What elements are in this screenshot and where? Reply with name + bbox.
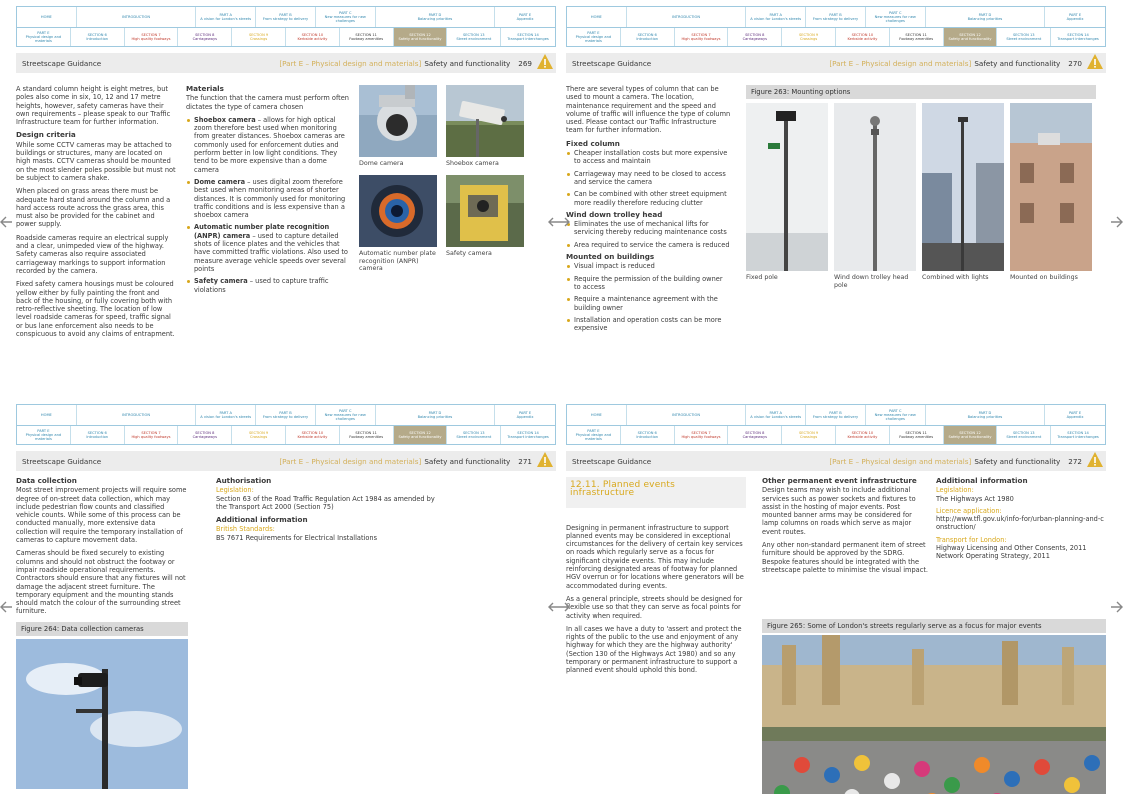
previous-page-arrow-icon[interactable] bbox=[0, 598, 14, 616]
nav-section-7[interactable]: SECTION 7 High quality footways bbox=[675, 426, 729, 444]
nav-home[interactable]: HOME bbox=[17, 405, 77, 425]
brand-title: Streetscape Guidance bbox=[22, 58, 102, 68]
nav-home[interactable]: HOME bbox=[567, 7, 627, 27]
nav-home[interactable]: HOME bbox=[17, 7, 77, 27]
nav-row-sections bbox=[16, 28, 556, 47]
breadcrumb: [Part E – Physical design and materials] bbox=[829, 58, 972, 68]
brand-title: Streetscape Guidance bbox=[572, 58, 652, 68]
nav-section-12[interactable]: SECTION 12 Safety and functionality bbox=[944, 426, 998, 444]
column-left bbox=[566, 477, 746, 680]
column-left bbox=[566, 85, 731, 336]
nav-section-8[interactable]: SECTION 8 Carriageways bbox=[178, 28, 232, 46]
nav-row-sections bbox=[16, 426, 556, 445]
nav-section-11[interactable]: SECTION 11 Footway amenities bbox=[890, 28, 944, 46]
heading-materials: Materials bbox=[186, 84, 224, 93]
figure-263 bbox=[746, 85, 1096, 289]
breadcrumb: [Part E – Physical design and materials] bbox=[829, 456, 972, 466]
safety-camera-photo bbox=[446, 175, 524, 247]
column-middle bbox=[762, 477, 930, 579]
list-item: Cheaper installation costs but more expensive to access and maintain bbox=[566, 149, 731, 166]
list-item: Installation and operation costs can be more expensive bbox=[566, 316, 731, 333]
page-header bbox=[16, 451, 556, 471]
nav-part-c[interactable]: PART C New measures for new challenges bbox=[316, 405, 376, 425]
figure-images bbox=[746, 103, 1096, 289]
section-heading: 12.11. Planned events infrastructure bbox=[570, 480, 675, 499]
nav-part-c[interactable]: PART C New measures for new challenges bbox=[866, 7, 926, 27]
nav-section-7[interactable]: SECTION 7 High quality footways bbox=[125, 28, 179, 46]
nav-part-a[interactable]: PART A A vision for London's streets bbox=[196, 405, 256, 425]
nav-row-parts bbox=[566, 6, 1106, 28]
term: Shoebox camera bbox=[194, 115, 256, 124]
nav-introduction[interactable]: INTRODUCTION bbox=[77, 7, 197, 27]
brand-title: Streetscape Guidance bbox=[22, 456, 102, 466]
british-standards-label: British Standards: bbox=[216, 525, 275, 534]
figure-item bbox=[922, 103, 1004, 289]
caption: Mounted on buildings bbox=[1010, 274, 1078, 282]
nav-section-10[interactable]: SECTION 10 Kerbside activity bbox=[836, 426, 890, 444]
figure-265 bbox=[762, 619, 1106, 794]
data-collection-camera-photo bbox=[16, 639, 188, 789]
previous-page-arrow-icon[interactable] bbox=[0, 213, 14, 231]
fixed-pole-photo bbox=[746, 103, 828, 271]
list-item: Area required to service the camera is reduced bbox=[566, 241, 731, 249]
nav-row-parts bbox=[16, 404, 556, 426]
figure-safety-camera bbox=[446, 175, 524, 258]
column-left bbox=[16, 477, 188, 789]
figure-title: Figure 265: Some of London's streets regularly serve as a focus for major events bbox=[762, 619, 1106, 633]
buildings-list bbox=[566, 262, 731, 332]
section-title: Safety and functionality bbox=[424, 456, 511, 466]
nav-home[interactable]: HOME bbox=[567, 405, 627, 425]
nav-section-11[interactable]: SECTION 11 Footway amenities bbox=[890, 426, 944, 444]
definition: – uses digital zoom therefore best used when monitoring areas of shorter distances. It is commonly used for monitoring traffic conditions and is less expensive than a shoebox camera bbox=[194, 177, 346, 220]
nav-section-9[interactable]: SECTION 9 Crossings bbox=[232, 426, 286, 444]
column-right bbox=[936, 477, 1106, 561]
nav-part-b[interactable]: PART B From strategy to delivery bbox=[256, 7, 316, 27]
page-270 bbox=[566, 6, 1106, 396]
paragraph: Designing in permanent infrastructure to support planned events may be considered in exceptional circumstances for the delivery of certain key services on roads which regularly serve as a focus for significant citywide events. This may include reinforcing designated areas of footway for planned HGV overrun or for locations where generators will be accommodated during events. bbox=[566, 523, 744, 590]
caption: Shoebox camera bbox=[446, 160, 499, 167]
figure-anpr-camera bbox=[359, 175, 441, 273]
column-materials bbox=[186, 85, 351, 298]
paragraph: A standard column height is eight metres, but poles also come in six, 10, 12 and 17 metre heights, however, safety cameras have their own requirements – please speak to our Traffic Infrastructure team for further information. bbox=[16, 85, 171, 127]
next-page-arrow-icon[interactable] bbox=[1109, 213, 1123, 231]
paragraph: While some CCTV cameras may be attached to buildings or structures, many are located on high masts. CCTV cameras should be mounted on the most slender poles possible but must not be subject to camera shake. bbox=[16, 140, 176, 182]
paragraph: There are several types of column that can be used to mount a camera. The location, maintenance requirement and the speed and volume of traffic will influence the type of column used. Please contact our Traffic Infrastructure team for further information. bbox=[566, 85, 731, 135]
nav-section-10[interactable]: SECTION 10 Kerbside activity bbox=[836, 28, 890, 46]
paragraph: In all cases we have a duty to 'assert and protect the rights of the public to the use and enjoyment of any highway for which they are the highway authority' (Section 130 of the Highways Act 1980) and so any temporary or permanent infrastructure to support a planned event should uphold this bond. bbox=[566, 624, 742, 675]
page-header bbox=[566, 451, 1106, 471]
heading-wind-down: Wind down trolley head bbox=[566, 209, 663, 219]
nav-part-e-physical[interactable]: PART E Physical design and materials bbox=[17, 28, 71, 46]
page-number: 271 bbox=[518, 456, 532, 466]
nav-section-14[interactable]: SECTION 14 Transport interchanges bbox=[507, 430, 549, 439]
figure-title: Figure 263: Mounting options bbox=[746, 85, 1096, 99]
nav-section-14[interactable]: SECTION 14 Transport interchanges bbox=[1057, 430, 1099, 439]
figure-shoebox-camera bbox=[446, 85, 524, 168]
nav-section-14[interactable]: SECTION 14 Transport interchanges bbox=[507, 32, 549, 41]
heading-other-infrastructure: Other permanent event infrastructure bbox=[762, 476, 917, 485]
paragraph: Roadside cameras require an electrical supply and a clear, unimpeded view of the highway. Safety cameras also require associated carriageway markings to support information recorded by the camera. bbox=[16, 233, 169, 275]
warning-triangle-icon bbox=[1086, 451, 1104, 469]
nav-introduction[interactable]: INTRODUCTION bbox=[627, 405, 747, 425]
page-number: 270 bbox=[1068, 58, 1082, 68]
nav-row-sections bbox=[566, 28, 1106, 47]
breadcrumb: [Part E – Physical design and materials] bbox=[279, 58, 422, 68]
nav-section-12[interactable]: SECTION 12 Safety and functionality bbox=[944, 28, 998, 46]
nav-section-11[interactable]: SECTION 11 Footway amenities bbox=[340, 28, 394, 46]
figure-title: Figure 264: Data collection cameras bbox=[16, 622, 188, 636]
nav-part-b[interactable]: PART B From strategy to delivery bbox=[806, 405, 866, 425]
page-split-arrows-icon[interactable] bbox=[548, 598, 570, 616]
list-item: Can be combined with other street equipment more readily therefore reducing clutter bbox=[566, 190, 731, 207]
nav-part-b[interactable]: PART B From strategy to delivery bbox=[256, 405, 316, 425]
nav-section-9[interactable]: SECTION 9 Crossings bbox=[232, 28, 286, 46]
legislation-label: Legislation: bbox=[216, 486, 254, 495]
legislation-text: The Highways Act 1980 bbox=[936, 494, 1014, 503]
column-left bbox=[16, 85, 176, 343]
nav-part-e[interactable]: PART E Appendix bbox=[1066, 12, 1084, 21]
nav-row-sections bbox=[566, 426, 1106, 445]
figure-item bbox=[746, 103, 828, 289]
paragraph: Cameras should be fixed securely to existing columns and should not obstruct the footway or impair roadside operational requirements. Contractors should ensure that any fixtures will not damage the adjacent street furniture. The temporary equipment and the mounting stands should match the colour of the surrounding street furniture. bbox=[16, 549, 186, 616]
page-number: 269 bbox=[518, 58, 532, 68]
section-title: Safety and functionality bbox=[974, 456, 1061, 466]
term: Safety camera bbox=[194, 277, 248, 286]
nav-row-parts bbox=[16, 6, 556, 28]
nav-part-d[interactable]: PART D Balancing priorities bbox=[926, 7, 1046, 27]
nav-section-7[interactable]: SECTION 7 High quality footways bbox=[125, 426, 179, 444]
paragraph: The function that the camera must perform often dictates the type of camera chosen bbox=[186, 94, 349, 111]
nav-part-e-physical[interactable]: PART E Physical design and materials bbox=[567, 28, 621, 46]
licence-link[interactable]: http://www.tfl.gov.uk/info-for/urban-planning-and-construction/ bbox=[936, 515, 1104, 532]
major-event-photo bbox=[762, 635, 1106, 794]
warning-triangle-icon bbox=[1086, 53, 1104, 71]
nav-section-13[interactable]: SECTION 13 Street environment bbox=[447, 426, 501, 444]
list-item: Eliminates the use of mechanical lifts for servicing thereby reducing maintenance costs bbox=[566, 220, 731, 237]
page-body bbox=[16, 85, 556, 396]
caption: Automatic number plate recognition (ANPR) camera bbox=[359, 250, 436, 273]
list-item bbox=[186, 277, 351, 294]
paragraph: Fixed safety camera housings must be coloured yellow either by fully painting the front and back of the housing, or fully covering both with retro-reflective sheeting. The location of low level roadside cameras for speed, traffic signal or bus lane enforcement also needs to be conspicuous to avoid any claims of entrapment. bbox=[16, 280, 175, 339]
nav-part-d[interactable]: PART D Balancing priorities bbox=[376, 7, 496, 27]
paragraph: As a general principle, streets should be designed for flexible use so that they can serve as focal points for activity when required. bbox=[566, 594, 743, 620]
definition: – allows for high optical zoom therefore best used when monitoring from greater distances. Shoebox cameras are commonly used for enforcement duties and perform better in low light conditions. They tend to be more expensive than a dome camera bbox=[194, 115, 345, 174]
nav-section-6[interactable]: SECTION 6 Introduction bbox=[621, 28, 675, 46]
nav-part-e[interactable]: PART E Appendix bbox=[1066, 410, 1084, 419]
nav-section-13[interactable]: SECTION 13 Street environment bbox=[997, 28, 1051, 46]
figure-item bbox=[1010, 103, 1092, 289]
term: Automatic number plate recognition (ANPR) camera bbox=[194, 223, 330, 240]
nav-section-13[interactable]: SECTION 13 Street environment bbox=[997, 426, 1051, 444]
licence-label: Licence application: bbox=[936, 506, 1002, 515]
british-standards-text: BS 7671 Requirements for Electrical Installations bbox=[216, 533, 378, 542]
nav-section-6[interactable]: SECTION 6 Introduction bbox=[71, 426, 125, 444]
tfl-label: Transport for London: bbox=[936, 535, 1007, 544]
shoebox-camera-photo bbox=[446, 85, 524, 157]
wind-down-list bbox=[566, 220, 731, 249]
camera-types-list bbox=[186, 116, 351, 294]
figure-item bbox=[834, 103, 916, 289]
list-item bbox=[186, 223, 351, 273]
heading-fixed-column: Fixed column bbox=[566, 138, 620, 148]
section-title: Safety and functionality bbox=[974, 58, 1061, 68]
anpr-camera-photo bbox=[359, 175, 437, 247]
caption: Wind down trolley head pole bbox=[834, 274, 909, 289]
caption: Dome camera bbox=[359, 160, 404, 167]
dome-camera-photo bbox=[359, 85, 437, 157]
nav-part-a[interactable]: PART A A vision for London's streets bbox=[196, 7, 256, 27]
page-272 bbox=[566, 404, 1106, 794]
page-header bbox=[566, 53, 1106, 73]
definition: – used to capture traffic violations bbox=[194, 277, 329, 294]
page-number: 272 bbox=[1068, 456, 1082, 466]
page-271 bbox=[16, 404, 556, 794]
list-item bbox=[186, 116, 351, 174]
nav-part-e-physical[interactable]: PART E Physical design and materials bbox=[567, 426, 621, 444]
nav-section-6[interactable]: SECTION 6 Introduction bbox=[71, 28, 125, 46]
warning-triangle-icon bbox=[536, 451, 554, 469]
nav-section-11[interactable]: SECTION 11 Footway amenities bbox=[340, 426, 394, 444]
nav-section-14[interactable]: SECTION 14 Transport interchanges bbox=[1057, 32, 1099, 41]
legislation-text: Section 63 of the Road Traffic Regulation Act 1984 as amended by the Transport Act 2000 (Section 75) bbox=[216, 494, 435, 511]
page-header bbox=[16, 53, 556, 73]
fixed-column-list bbox=[566, 149, 731, 207]
breadcrumb: [Part E – Physical design and materials] bbox=[279, 456, 422, 466]
list-item bbox=[186, 178, 351, 219]
nav-part-c[interactable]: PART C New measures for new challenges bbox=[866, 405, 926, 425]
nav-row-parts bbox=[566, 404, 1106, 426]
nav-part-d[interactable]: PART D Balancing priorities bbox=[376, 405, 496, 425]
heading-additional-info: Additional information bbox=[216, 515, 308, 525]
page-body bbox=[566, 477, 1106, 794]
nav-section-10[interactable]: SECTION 10 Kerbside activity bbox=[286, 28, 340, 46]
nav-section-9[interactable]: SECTION 9 Crossings bbox=[782, 28, 836, 46]
legislation-label: Legislation: bbox=[936, 486, 974, 495]
heading-additional-info: Additional information bbox=[936, 476, 1028, 485]
nav-section-13[interactable]: SECTION 13 Street environment bbox=[447, 28, 501, 46]
wind-down-pole-photo bbox=[834, 103, 916, 271]
nav-section-10[interactable]: SECTION 10 Kerbside activity bbox=[286, 426, 340, 444]
tfl-text-2: Network Operating Strategy, 2011 bbox=[936, 552, 1050, 561]
definition: – used to capture detailed shots of licence plates and the vehicles that have committed traffic violations. Also used to measure average vehicle speeds over several points bbox=[194, 231, 348, 273]
heading-design-criteria: Design criteria bbox=[16, 130, 76, 140]
tfl-text-1: Highway Licensing and Other Consents, 2011 bbox=[936, 544, 1087, 553]
combined-lights-photo bbox=[922, 103, 1004, 271]
heading-data-collection: Data collection bbox=[16, 476, 77, 485]
nav-section-9[interactable]: SECTION 9 Crossings bbox=[782, 426, 836, 444]
list-item: Visual impact is reduced bbox=[566, 262, 731, 270]
list-item: Require a maintenance agreement with the building owner bbox=[566, 295, 731, 312]
nav-section-12[interactable]: SECTION 12 Safety and functionality bbox=[394, 426, 448, 444]
warning-triangle-icon bbox=[536, 53, 554, 71]
next-page-arrow-icon[interactable] bbox=[1109, 598, 1123, 616]
paragraph: When placed on grass areas there must be adequate hard stand around the column and a hard access route across the grass area, this must also be provided for the cabinet and power supply. bbox=[16, 187, 171, 229]
nav-part-c[interactable]: PART C New measures for new challenges bbox=[316, 7, 376, 27]
nav-section-6[interactable]: SECTION 6 Introduction bbox=[621, 426, 675, 444]
caption: Safety camera bbox=[446, 250, 492, 257]
section-title: Safety and functionality bbox=[424, 58, 511, 68]
nav-part-e[interactable]: PART E Appendix bbox=[516, 12, 534, 21]
figure-dome-camera bbox=[359, 85, 437, 168]
list-item: Require the permission of the building owner to access bbox=[566, 275, 731, 292]
nav-part-e-physical[interactable]: PART E Physical design and materials bbox=[17, 426, 71, 444]
term: Dome camera bbox=[194, 177, 246, 186]
nav-section-8[interactable]: SECTION 8 Carriageways bbox=[178, 426, 232, 444]
nav-part-e[interactable]: PART E Appendix bbox=[516, 410, 534, 419]
caption: Combined with lights bbox=[922, 274, 989, 282]
brand-title: Streetscape Guidance bbox=[572, 456, 652, 466]
nav-part-a[interactable]: PART A A vision for London's streets bbox=[746, 405, 806, 425]
caption: Fixed pole bbox=[746, 274, 778, 282]
nav-section-8[interactable]: SECTION 8 Carriageways bbox=[728, 28, 782, 46]
section-title-box bbox=[566, 477, 746, 508]
heading-authorisation: Authorisation bbox=[216, 476, 272, 485]
heading-mounted-buildings: Mounted on buildings bbox=[566, 252, 655, 262]
nav-introduction[interactable]: INTRODUCTION bbox=[627, 7, 747, 27]
paragraph: Any other non-standard permanent item of street furniture should be approved by the SDRG. Bespoke features should be integrated with the streetscape palette to minimise the visual impact. bbox=[762, 541, 929, 574]
paragraph: Most street improvement projects will require some degree of on-street data collection, which may include pedestrian flow counts and classified vehicle counts. While some of this process can be conducted manually, more extensive data collection will require the temporary installation of cameras to capture movement data. bbox=[16, 486, 187, 545]
nav-part-b[interactable]: PART B From strategy to delivery bbox=[806, 7, 866, 27]
page-body bbox=[16, 477, 556, 794]
page-split-arrows-icon[interactable] bbox=[548, 213, 570, 231]
paragraph: Design teams may wish to include additional services such as power sockets and fixtures to assist in the hosting of major events. Post mounted banner arms may be considered for lamp columns on roads which serve as major event routes. bbox=[762, 486, 916, 536]
nav-part-a[interactable]: PART A A vision for London's streets bbox=[746, 7, 806, 27]
nav-section-7[interactable]: SECTION 7 High quality footways bbox=[675, 28, 729, 46]
nav-section-12[interactable]: SECTION 12 Safety and functionality bbox=[394, 28, 448, 46]
nav-part-d[interactable]: PART D Balancing priorities bbox=[926, 405, 1046, 425]
list-item: Carriageway may need to be closed to access and service the camera bbox=[566, 170, 731, 187]
page-body bbox=[566, 85, 1106, 396]
nav-introduction[interactable]: INTRODUCTION bbox=[77, 405, 197, 425]
building-mounted-photo bbox=[1010, 103, 1092, 271]
page-269 bbox=[16, 6, 556, 396]
column-right bbox=[216, 477, 436, 547]
nav-section-8[interactable]: SECTION 8 Carriageways bbox=[728, 426, 782, 444]
